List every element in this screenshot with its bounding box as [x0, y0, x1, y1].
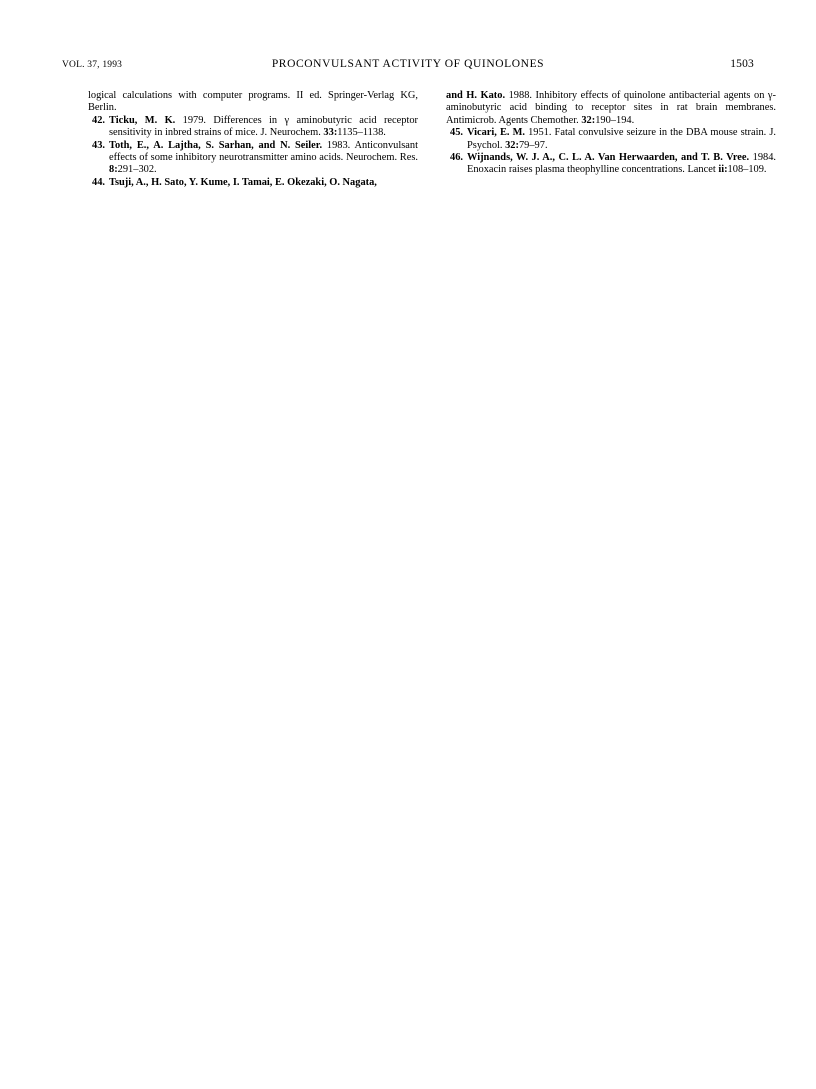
running-title: PROCONVULSANT ACTIVITY OF QUINOLONES	[271, 58, 545, 70]
reference-pages: 108–109.	[727, 164, 767, 176]
volume-label: VOL. 37, 1993	[62, 60, 123, 70]
reference-volume: ii:	[718, 164, 728, 176]
reference-continuation	[446, 90, 776, 127]
reference-authors: Ticku, M. K.	[109, 114, 176, 126]
reference-volume: 33:	[323, 127, 338, 139]
list-item	[446, 127, 776, 152]
reference-pages: 1135–1138.	[337, 127, 386, 139]
reference-pages: 291–302.	[117, 164, 157, 176]
list-item	[88, 140, 418, 177]
reference-number: 42.	[92, 114, 105, 126]
list-item	[88, 177, 418, 189]
reference-volume: 32:	[505, 139, 519, 151]
continuation-text: 1988. Inhibitory effects of quinolone antibacterial agents on γ-aminobutyric acid binding to receptor sites in rat brain membranes. Antimicrob. Agents Chemother.	[446, 90, 776, 126]
reference-authors: Vicari, E. M.	[467, 127, 526, 139]
reference-authors: Wijnands, W. J. A., C. L. A. Van Herwaarden, and T. B. Vree.	[467, 152, 750, 164]
right-column	[446, 90, 776, 177]
list-item	[446, 152, 776, 177]
reference-authors: Toth, E., A. Lajtha, S. Sarhan, and N. Seiler.	[109, 139, 323, 151]
reference-body: 1979. Differences in γ aminobutyric acid receptor sensitivity in inbred strains of mice. J. Neurochem.	[109, 114, 418, 139]
reference-number: 46.	[450, 152, 463, 164]
reference-body: 1984. Enoxacin raises plasma theophylline concentrations. Lancet	[467, 152, 776, 176]
reference-number: 43.	[92, 139, 105, 151]
reference-continuation	[88, 90, 418, 115]
continuation-volume: 32:	[581, 114, 596, 126]
left-column	[88, 90, 418, 189]
continuation-pages: 190–194.	[595, 114, 635, 126]
reference-volume: 8:	[109, 164, 118, 176]
list-item	[88, 115, 418, 140]
reference-number: 44.	[92, 176, 105, 188]
continuation-authors: and H. Kato.	[446, 90, 506, 101]
reference-body: 1983. Anticonvulsant effects of some inhibitory neurotransmitter amino acids. Neurochem. Res.	[109, 139, 418, 164]
reference-pages: 79–97.	[518, 139, 548, 151]
continuation-text: logical calculations with computer programs. II ed. Springer-Verlag KG, Berlin.	[88, 90, 418, 114]
reference-body: 1951. Fatal convulsive seizure in the DBA mouse strain. J. Psychol.	[467, 127, 776, 151]
page-header	[62, 58, 754, 74]
reference-number: 45.	[450, 127, 463, 139]
page-number: 1503	[730, 58, 754, 70]
reference-authors: Tsuji, A., H. Sato, Y. Kume, I. Tamai, E. Okezaki, O. Nagata,	[109, 176, 377, 188]
